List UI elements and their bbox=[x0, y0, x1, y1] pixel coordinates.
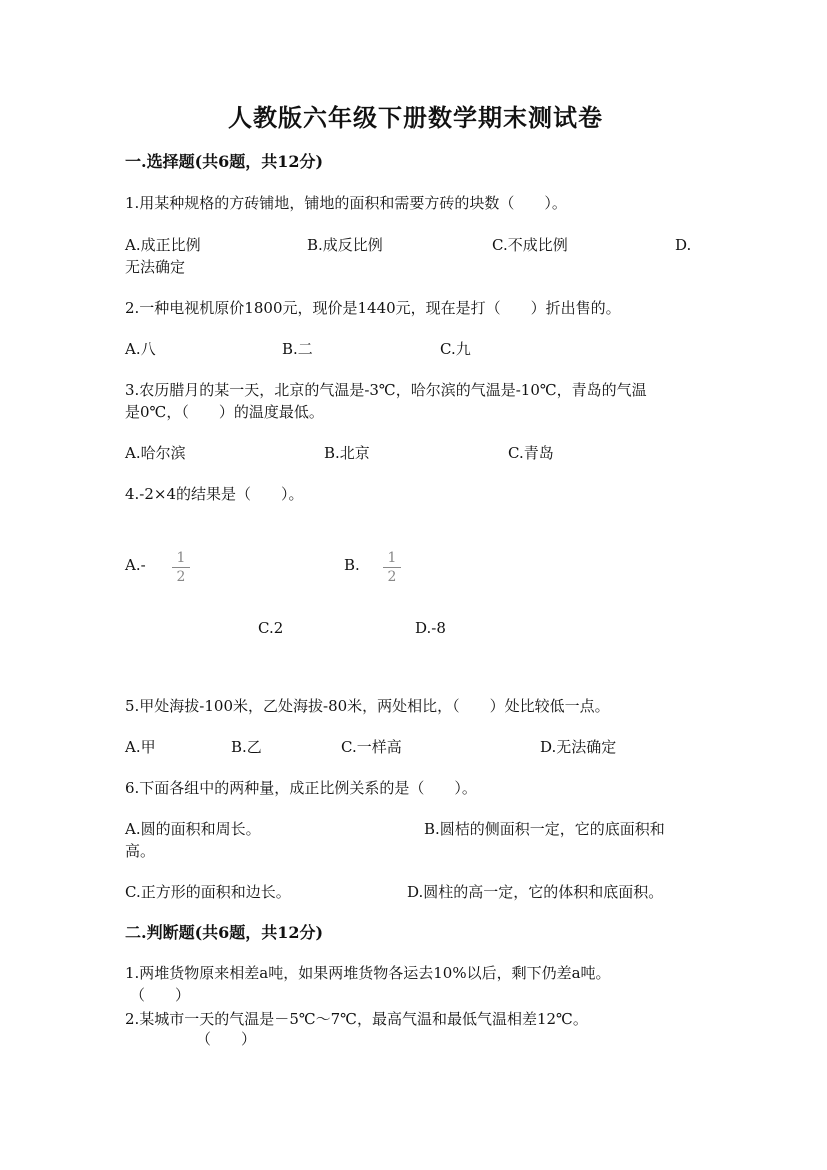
q5-option-d: D.无法确定 bbox=[540, 738, 617, 756]
question-3-stem-line1: 3.农历腊月的某一天，北京的气温是-3℃，哈尔滨的气温是-10℃，青岛的气温 bbox=[125, 381, 647, 399]
q2-option-c: C.九 bbox=[440, 340, 471, 358]
q3-option-a: A.哈尔滨 bbox=[125, 444, 186, 462]
q4-a-denominator: 2 bbox=[176, 569, 186, 585]
q4-b-numerator: 1 bbox=[383, 550, 401, 568]
q1-option-d-text: 无法确定 bbox=[125, 258, 186, 276]
q2-option-b: B.二 bbox=[282, 340, 313, 358]
judge-1-answer-blank: （ ） bbox=[130, 986, 191, 1004]
q1-option-b: B.成反比例 bbox=[307, 236, 383, 254]
q4-option-a-fraction bbox=[172, 550, 190, 585]
q4-option-b: B. bbox=[344, 556, 360, 574]
q4-b-denominator: 2 bbox=[387, 569, 397, 585]
q1-option-c: C.不成比例 bbox=[492, 236, 568, 254]
judge-2-answer-blank: （ ） bbox=[196, 1030, 257, 1048]
q5-option-c: C.一样高 bbox=[341, 738, 402, 756]
q4-option-a: A.- bbox=[125, 556, 146, 574]
q4-option-c: C.2 bbox=[258, 619, 284, 637]
judge-1-line1: 1.两堆货物原来相差a吨，如果两堆货物各运去10%以后，剩下仍差a吨。 bbox=[125, 964, 611, 982]
q6-option-b-line1: B.圆桔的侧面积一定，它的底面积和 bbox=[424, 820, 665, 838]
question-6-stem: 6.下面各组中的两种量，成正比例关系的是（ ）。 bbox=[125, 779, 477, 797]
section-heading-choice: 一.选择题(共6题，共12分) bbox=[125, 152, 324, 171]
q2-option-a: A.八 bbox=[125, 340, 156, 358]
q4-option-d: D.-8 bbox=[415, 619, 446, 637]
q6-option-a: A.圆的面积和周长。 bbox=[125, 820, 261, 838]
question-2-stem: 2.一种电视机原价1800元，现价是1440元，现在是打（ ）折出售的。 bbox=[125, 299, 621, 317]
question-3-stem-line2: 是0℃，（ ）的温度最低。 bbox=[125, 403, 324, 421]
question-4-stem: 4.-2×4的结果是（ ）。 bbox=[125, 485, 304, 503]
question-1-stem: 1.用某种规格的方砖铺地，铺地的面积和需要方砖的块数（ ）。 bbox=[125, 194, 567, 212]
judge-2-line1: 2.某城市一天的气温是－5℃～7℃，最高气温和最低气温相差12℃。 bbox=[125, 1010, 588, 1028]
q6-option-d: D.圆柱的高一定，它的体积和底面积。 bbox=[407, 883, 664, 901]
q1-option-a: A.成正比例 bbox=[125, 236, 201, 254]
q6-option-c: C.正方形的面积和边长。 bbox=[125, 883, 291, 901]
q4-option-b-fraction bbox=[383, 550, 401, 585]
q5-option-b: B.乙 bbox=[231, 738, 262, 756]
section-heading-judge: 二.判断题(共6题，共12分) bbox=[125, 923, 324, 942]
page-title: 人教版六年级下册数学期末测试卷 bbox=[228, 103, 603, 132]
q3-option-c: C.青岛 bbox=[508, 444, 554, 462]
q6-option-b-line2: 高。 bbox=[125, 842, 156, 860]
q5-option-a: A.甲 bbox=[125, 738, 156, 756]
q4-a-numerator: 1 bbox=[172, 550, 190, 568]
q1-option-d: D. bbox=[675, 236, 692, 254]
q3-option-b: B.北京 bbox=[324, 444, 370, 462]
question-5-stem: 5.甲处海拔-100米，乙处海拔-80米，两处相比，（ ）处比较低一点。 bbox=[125, 697, 610, 715]
